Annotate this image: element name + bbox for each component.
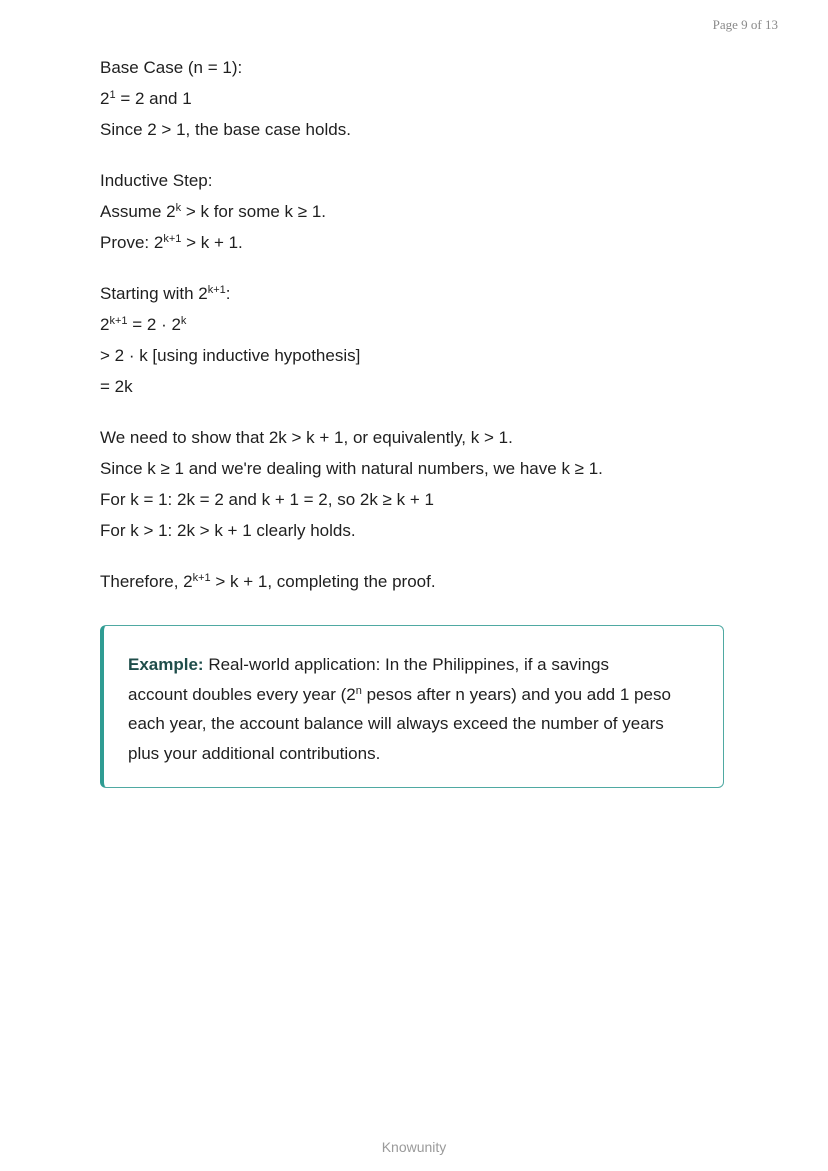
example-label: Example: [128, 655, 204, 674]
analysis-line-1: We need to show that 2k > k + 1, or equivalently, k > 1. [100, 428, 513, 447]
derivation-section [100, 278, 740, 402]
base-case-title: Base Case (n = 1): [100, 58, 243, 77]
conclusion-line: Therefore, $2^{k+1} > k + 1$, completing the proof. [100, 572, 436, 591]
inductive-goal: Prove: $2^{k+1} > k + 1$. [100, 233, 243, 252]
base-case-equation: $2^1 = 2$ and 1 [100, 89, 192, 108]
example-line-1: Example: Real-world application: In the Philippines, if a savings [128, 655, 609, 674]
derivation-intro: Starting with $2^{k+1}$: [100, 284, 231, 303]
example-line-4: plus your additional contributions. [128, 743, 381, 763]
page-number: Page 9 of 13 [712, 17, 778, 32]
base-case-conclusion: Since 2 > 1, the base case holds. [100, 120, 351, 139]
conclusion-section [100, 566, 740, 597]
base-case-section [100, 52, 740, 145]
inductive-step-title: Inductive Step: [100, 171, 213, 190]
inductive-assumption: Assume $2^k > k$ for some k ≥ 1. [100, 202, 327, 221]
footer-brand: Knowunity [381, 1139, 447, 1155]
analysis-line-3: For k = 1: 2k = 2 and k + 1 = 2, so 2k ≥ k + 1 [100, 490, 434, 509]
example-callout [100, 625, 724, 788]
derivation-step-3: = 2k [100, 377, 133, 396]
example-line-2: account doubles every year (2$^n$ pesos after n years) and you add 1 peso [128, 684, 671, 704]
proof-content [100, 52, 740, 617]
analysis-section [100, 422, 740, 546]
derivation-step-1: $2^{k+1} = 2 \cdot 2^k$ [100, 315, 187, 334]
analysis-line-4: For k > 1: 2k > k + 1 clearly holds. [100, 521, 356, 540]
analysis-line-2: Since k ≥ 1 and we're dealing with natural numbers, we have k ≥ 1. [100, 459, 603, 478]
derivation-step-2: > 2 · k [using inductive hypothesis] [100, 346, 361, 365]
example-line-3: each year, the account balance will always exceed the number of years [128, 714, 664, 733]
inductive-step-section [100, 165, 740, 258]
